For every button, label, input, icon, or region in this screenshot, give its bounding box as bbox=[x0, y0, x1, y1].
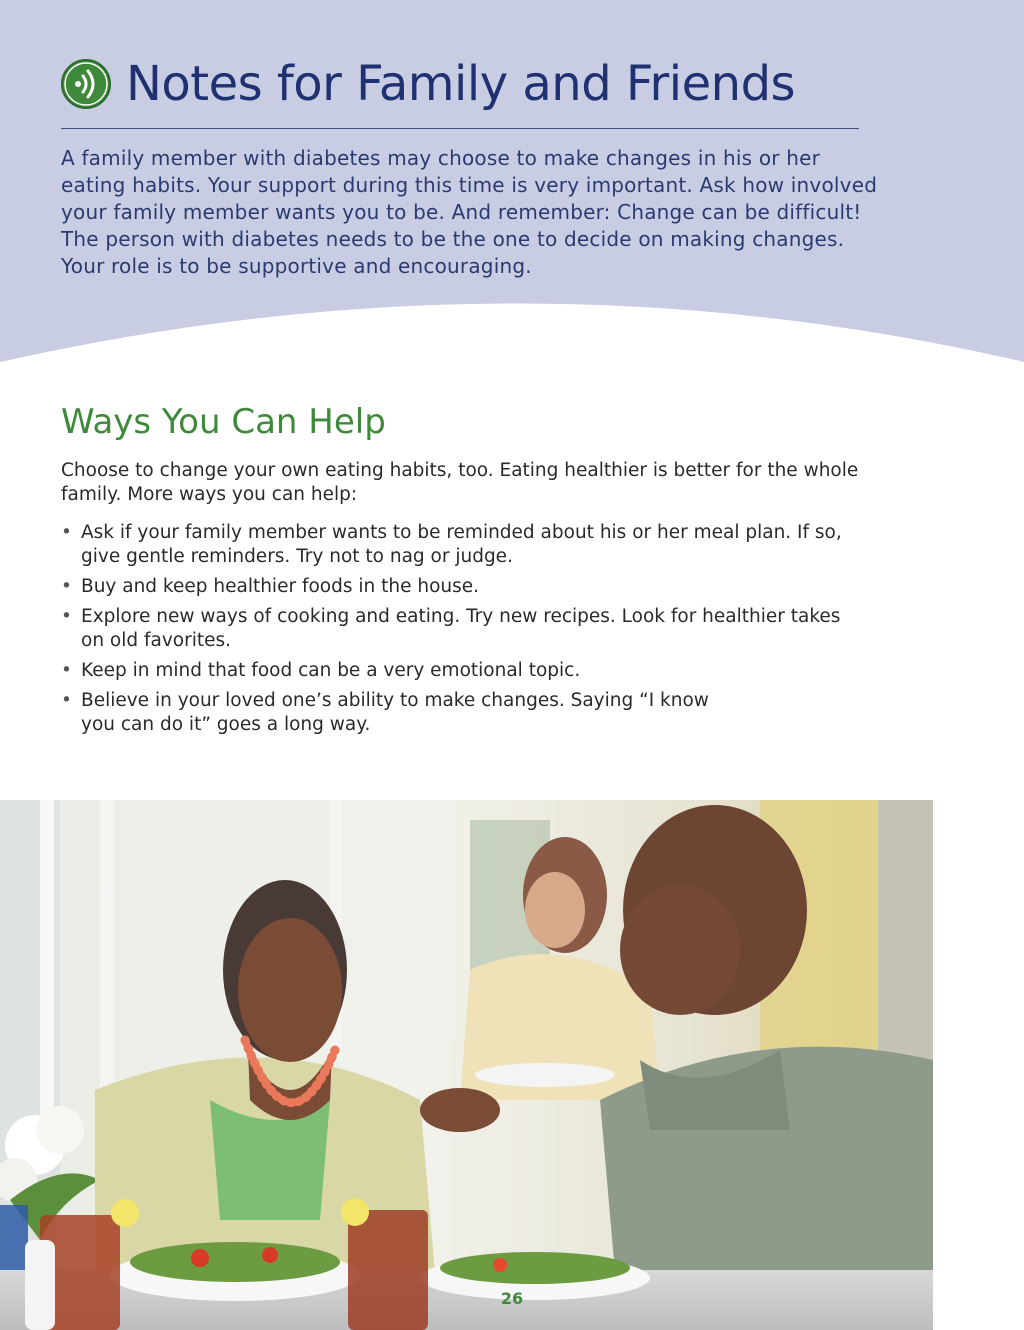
list-item-line: Buy and keep healthier foods in the house. bbox=[81, 576, 480, 597]
intro-line: The person with diabetes needs to be the one to decide on making changes. bbox=[61, 227, 845, 251]
intro-line: eating habits. Your support during this time is very important. Ask how involved bbox=[61, 173, 878, 197]
list-item-line: Explore new ways of cooking and eating. Try new recipes. Look for healthier takes bbox=[81, 606, 841, 627]
list-item bbox=[61, 689, 851, 737]
section-title: Ways You Can Help bbox=[61, 402, 386, 442]
section-lead-paragraph bbox=[61, 459, 861, 507]
title-divider bbox=[61, 128, 859, 129]
intro-line: your family member wants you to be. And remember: Change can be difficult! bbox=[61, 200, 862, 224]
list-item bbox=[61, 575, 851, 599]
title-row bbox=[60, 54, 795, 114]
audio-speaker-icon[interactable] bbox=[60, 58, 112, 110]
list-item bbox=[61, 605, 851, 653]
page-number: 26 bbox=[500, 1289, 524, 1308]
list-item bbox=[61, 659, 851, 683]
list-item-line: on old favorites. bbox=[81, 630, 232, 651]
list-item-line: Keep in mind that food can be a very emotional topic. bbox=[81, 660, 581, 681]
intro-line: Your role is to be supportive and encouraging. bbox=[61, 254, 532, 278]
bullet: • bbox=[61, 522, 72, 543]
bullet: • bbox=[61, 576, 72, 597]
bullet: • bbox=[61, 606, 72, 627]
page-title: Notes for Family and Friends bbox=[126, 56, 796, 112]
bullet: • bbox=[61, 690, 72, 711]
list-item-line: give gentle reminders. Try not to nag or judge. bbox=[81, 546, 513, 567]
list-item-line: Believe in your loved one’s ability to make changes. Saying “I know bbox=[81, 690, 709, 711]
intro-paragraph bbox=[61, 145, 881, 280]
couple-eating-salad-photo bbox=[0, 800, 933, 1330]
list-item bbox=[61, 521, 851, 569]
lead-line: Choose to change your own eating habits, too. Eating healthier is better for the whole bbox=[61, 460, 859, 481]
list-item-line: you can do it” goes a long way. bbox=[81, 714, 371, 735]
list-item-line: Ask if your family member wants to be reminded about his or her meal plan. If so, bbox=[81, 522, 842, 543]
bullet: • bbox=[61, 660, 72, 681]
help-list bbox=[61, 521, 851, 743]
lead-line: family. More ways you can help: bbox=[61, 484, 358, 505]
intro-line: A family member with diabetes may choose to make changes in his or her bbox=[61, 146, 821, 170]
